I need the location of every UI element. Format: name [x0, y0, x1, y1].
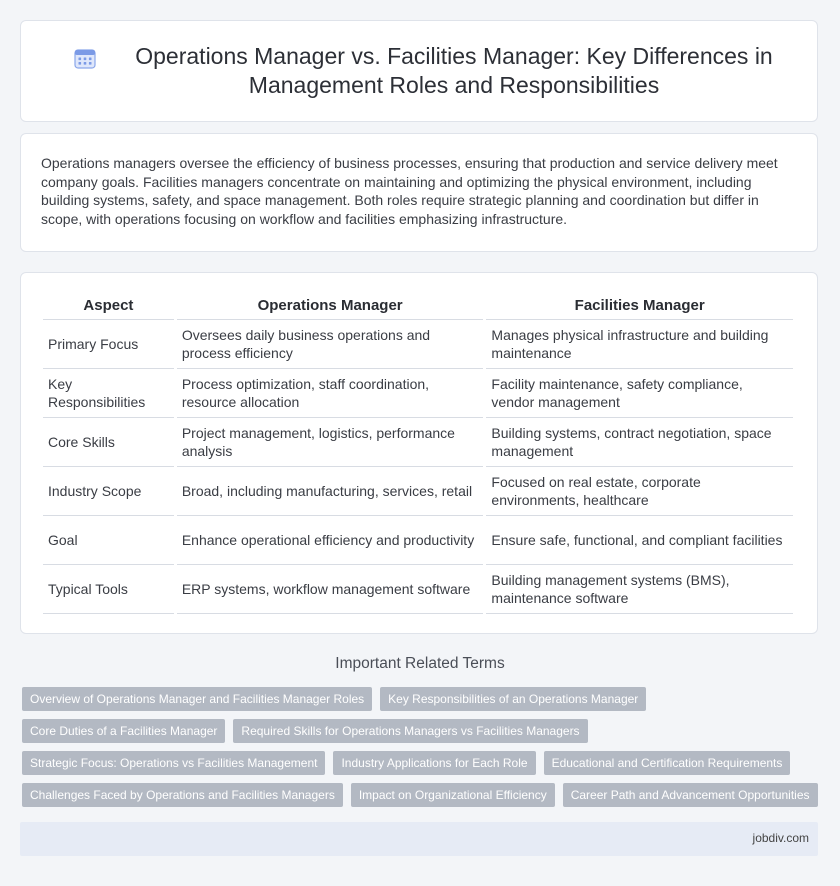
related-term-tag[interactable]: Core Duties of a Facilities Manager — [22, 719, 225, 743]
tag-row — [22, 751, 822, 775]
tag-row — [22, 719, 822, 743]
operations-cell: Project management, logistics, performance analysis — [177, 418, 484, 467]
calendar-icon — [74, 47, 96, 69]
facilities-cell: Focused on real estate, corporate environments, healthcare — [486, 467, 793, 516]
related-term-tag[interactable]: Strategic Focus: Operations vs Facilities Management — [22, 751, 325, 775]
table-row — [43, 467, 793, 516]
table-row — [43, 320, 793, 369]
header-aspect: Aspect — [43, 291, 174, 320]
header-operations-manager: Operations Manager — [177, 291, 484, 320]
aspect-cell: Key Responsibilities — [43, 369, 174, 418]
footer-site-link[interactable]: jobdiv.com — [752, 831, 809, 845]
tag-row — [22, 783, 822, 807]
title-card — [20, 20, 818, 122]
facilities-cell: Building systems, contract negotiation, space management — [486, 418, 793, 467]
related-term-tag[interactable]: Key Responsibilities of an Operations Manager — [380, 687, 646, 711]
related-terms-list — [22, 687, 822, 815]
operations-cell: Enhance operational efficiency and productivity — [177, 516, 484, 565]
facilities-cell: Facility maintenance, safety compliance, vendor management — [486, 369, 793, 418]
operations-cell: ERP systems, workflow management software — [177, 565, 484, 614]
table-row — [43, 565, 793, 614]
footer — [20, 822, 818, 856]
related-term-tag[interactable]: Challenges Faced by Operations and Facilities Managers — [22, 783, 343, 807]
related-term-tag[interactable]: Impact on Organizational Efficiency — [351, 783, 555, 807]
page-title: Operations Manager vs. Facilities Manager: Key Differences in Management Roles and Responsibilities — [135, 43, 773, 98]
related-term-tag[interactable]: Overview of Operations Manager and Facilities Manager Roles — [22, 687, 372, 711]
aspect-cell: Goal — [43, 516, 174, 565]
intro-text: Operations managers oversee the efficiency of business processes, ensuring that production and service delivery meet company goals. Facilities managers concentrate on maintaining and optimizing the physical environment, including building systems, safety, and space management. Both roles require strategic planning and coordination but differ in scope, with operations focusing on workflow and facilities emphasizing infrastructure. — [41, 155, 778, 227]
intro-card — [20, 133, 818, 252]
aspect-cell: Primary Focus — [43, 320, 174, 369]
operations-cell: Oversees daily business operations and process efficiency — [177, 320, 484, 369]
related-term-tag[interactable]: Required Skills for Operations Managers vs Facilities Managers — [233, 719, 587, 743]
header-facilities-manager: Facilities Manager — [486, 291, 793, 320]
aspect-cell: Core Skills — [43, 418, 174, 467]
table-header-row — [43, 291, 793, 320]
aspect-cell: Industry Scope — [43, 467, 174, 516]
table-row — [43, 516, 793, 565]
table-row — [43, 369, 793, 418]
comparison-table — [40, 291, 796, 614]
related-terms-title: Important Related Terms — [335, 655, 505, 672]
related-term-tag[interactable]: Career Path and Advancement Opportunities — [563, 783, 818, 807]
facilities-cell: Ensure safe, functional, and compliant facilities — [486, 516, 793, 565]
facilities-cell: Building management systems (BMS), maintenance software — [486, 565, 793, 614]
aspect-cell: Typical Tools — [43, 565, 174, 614]
related-term-tag[interactable]: Educational and Certification Requirements — [544, 751, 791, 775]
operations-cell: Broad, including manufacturing, services, retail — [177, 467, 484, 516]
comparison-table-card — [20, 272, 818, 634]
facilities-cell: Manages physical infrastructure and building maintenance — [486, 320, 793, 369]
related-term-tag[interactable]: Industry Applications for Each Role — [333, 751, 535, 775]
operations-cell: Process optimization, staff coordination, resource allocation — [177, 369, 484, 418]
table-row — [43, 418, 793, 467]
tag-row — [22, 687, 822, 711]
